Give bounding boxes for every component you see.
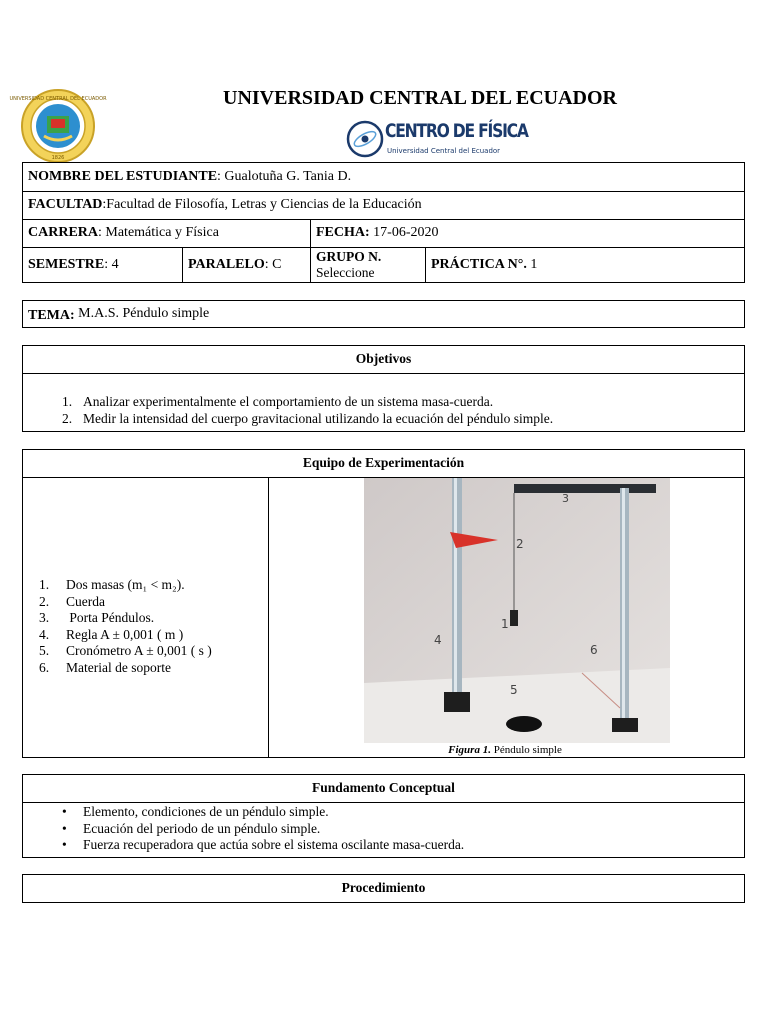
student-name-row	[28, 169, 351, 185]
center-of-physics-logo	[345, 118, 528, 160]
fundamental-item: • Ecuación del periodo de un péndulo simple.	[62, 820, 321, 836]
career-label: CARRERA	[28, 225, 98, 240]
figure-caption-text: Péndulo simple	[490, 744, 562, 756]
photo-label-2: 2	[516, 537, 524, 551]
photo-label-6: 6	[590, 643, 598, 657]
photo-label-3: 3	[562, 492, 569, 505]
photo-label-5: 5	[510, 683, 518, 697]
objective-item: 2. Medir la intensidad del cuerpo gravitacional utilizando la ecuación del péndulo simple.	[62, 410, 554, 426]
topic-value: M.A.S. Péndulo simple	[74, 306, 210, 321]
equipment-item: 2. Cuerda	[39, 593, 105, 609]
fundamentals-title: Fundamento Conceptual	[312, 780, 455, 795]
equipment-item: 5. Cronómetro A ± 0,001 ( s )	[39, 643, 212, 658]
career-cell	[28, 225, 219, 241]
equipment-item: 4. Regla A ± 0,001 ( m )	[39, 626, 184, 642]
faculty-value: :Facultad de Filosofía, Letras y Ciencias de la Educación	[102, 197, 422, 212]
semester-label: SEMESTRE	[28, 257, 105, 272]
equipment-title: Equipo de Experimentación	[302, 455, 465, 470]
center-logo-title: CENTRO DE FÍSICA	[385, 120, 528, 142]
date-label: FECHA:	[316, 225, 370, 240]
practice-label: PRÁCTICA N°.	[431, 257, 527, 272]
group-label: GRUPO N.	[316, 249, 382, 264]
university-title: UNIVERSIDAD CENTRAL DEL ECUADOR	[223, 87, 617, 109]
parallel-label: PARALELO	[188, 257, 265, 272]
fundamental-item: • Elemento, condiciones de un péndulo simple.	[62, 804, 329, 819]
topic-label: TEMA:	[28, 308, 75, 323]
semester-value: : 4	[104, 257, 119, 272]
objective-item: 1. Analizar experimentalmente el comportamiento de un sistema masa-cuerda.	[62, 394, 494, 409]
date-value: 17-06-2020	[369, 225, 439, 240]
fundamental-item: • Fuerza recuperadora que actúa sobre el sistema oscilante masa-cuerda.	[62, 837, 465, 852]
parallel-cell	[188, 257, 281, 273]
objectives-list	[62, 394, 553, 427]
parallel-value: : C	[264, 257, 282, 272]
practice-cell	[431, 257, 537, 273]
procedure-title: Procedimiento	[341, 880, 426, 895]
semester-cell	[28, 257, 119, 273]
seal-year: 1826	[51, 155, 65, 161]
seal-ring-text: UNIVERSIDAD CENTRAL DEL ECUADOR	[9, 96, 107, 102]
practice-value: 1	[526, 257, 538, 272]
photo-label-1: 1	[501, 617, 509, 631]
figure-label: Figura 1.	[448, 744, 491, 756]
topic-row	[28, 306, 209, 322]
career-value: : Matemática y Física	[98, 225, 219, 240]
objectives-title: Objetivos	[355, 351, 412, 366]
faculty-row	[28, 197, 422, 213]
center-logo-subtitle: Universidad Central del Ecuador	[387, 147, 501, 155]
group-select[interactable]: Seleccione	[316, 265, 375, 280]
name-value: : Gualotuña G. Tania D.	[217, 169, 352, 184]
faculty-label: FACULTAD	[28, 197, 103, 212]
pendulum-photo	[364, 478, 670, 743]
figure-caption	[364, 744, 646, 756]
equipment-item: 1. Dos masas (m₁ < m₂).	[39, 577, 185, 592]
photo-label-4: 4	[434, 633, 442, 647]
name-label: NOMBRE DEL ESTUDIANTE	[28, 169, 218, 184]
equipment-list	[39, 577, 212, 676]
fundamentals-list	[62, 804, 464, 854]
group-cell	[316, 249, 381, 281]
equipment-item: 3. Porta Péndulos.	[39, 610, 155, 625]
date-cell	[316, 225, 439, 241]
equipment-item: 6. Material de soporte	[39, 659, 171, 675]
university-seal	[9, 88, 107, 164]
